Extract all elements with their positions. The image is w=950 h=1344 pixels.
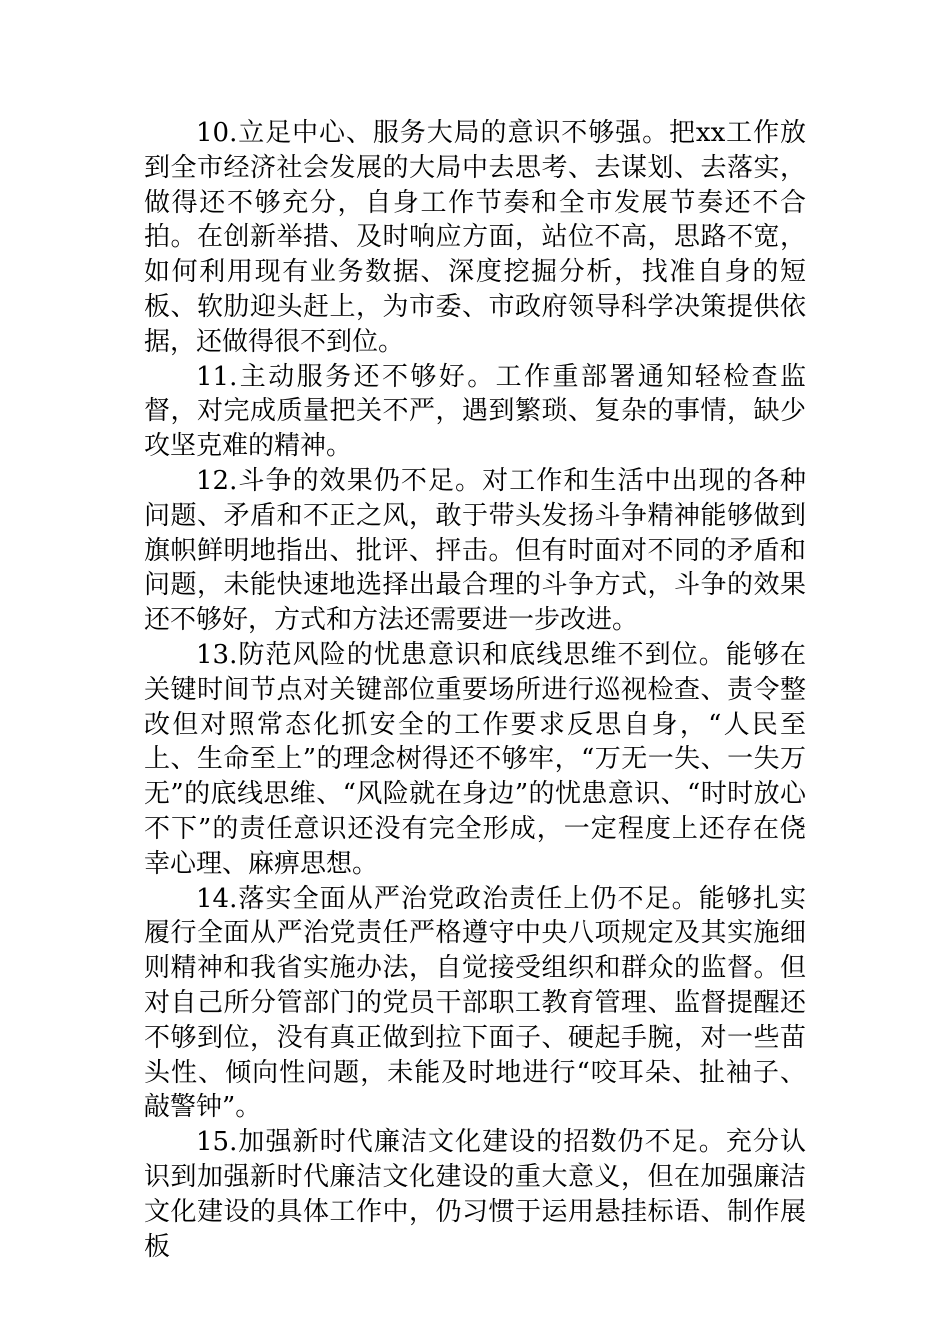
paragraph-12: 12.斗争的效果仍不足。对工作和生活中出现的各种问题、矛盾和不正之风，敢于带头发扬斗争精神能够做到旗帜鲜明地指出、批评、抨击。但有时面对不同的矛盾和问题，未能快速地选择出最合理的斗争方式，斗争的效果还不够好，方式和方法还需要进一步改进。 bbox=[144, 465, 806, 636]
document-body bbox=[144, 116, 806, 1264]
paragraph-11: 11.主动服务还不够好。工作重部署通知轻检查监督，对完成质量把关不严，遇到繁琐、复杂的事情，缺少攻坚克难的精神。 bbox=[144, 361, 806, 462]
paragraph-10: 10.立足中心、服务大局的意识不够强。把xx工作放到全市经济社会发展的大局中去思考、去谋划、去落实，做得还不够充分，自身工作节奏和全市发展节奏还不合拍。在创新举措、及时响应方面，站位不高，思路不宽，如何利用现有业务数据、深度挖掘分析，找准自身的短板、软肋迎头赶上，为市委、市政府领导科学决策提供依据，还做得很不到位。 bbox=[144, 118, 806, 357]
paragraph-13: 13.防范风险的忧患意识和底线思维不到位。能够在关键时间节点对关键部位重要场所进行巡视检查、责令整改但对照常态化抓安全的工作要求反思自身，“人民至上、生命至上”的理念树得还不够牢，“万无一失、一失万无”的底线思维、“风险就在身边”的忧患意识、“时时放心不下”的责任意识还没有完全形成，一定程度上还存在侥幸心理、麻痹思想。 bbox=[144, 639, 806, 879]
paragraph-14: 14.落实全面从严治党政治责任上仍不足。能够扎实履行全面从严治党责任严格遵守中央八项规定及其实施细则精神和我省实施办法，自觉接受组织和群众的监督。但对自己所分管部门的党员干部职工教育管理、监督提醒还不够到位，没有真正做到拉下面子、硬起手腕，对一些苗头性、倾向性问题，未能及时地进行“咬耳朵、扯袖子、敲警钟”。 bbox=[144, 883, 806, 1123]
paragraph-15: 15.加强新时代廉洁文化建设的招数仍不足。充分认识到加强新时代廉洁文化建设的重大意义，但在加强廉洁文化建设的具体工作中，仍习惯于运用悬挂标语、制作展板 bbox=[144, 1127, 806, 1262]
